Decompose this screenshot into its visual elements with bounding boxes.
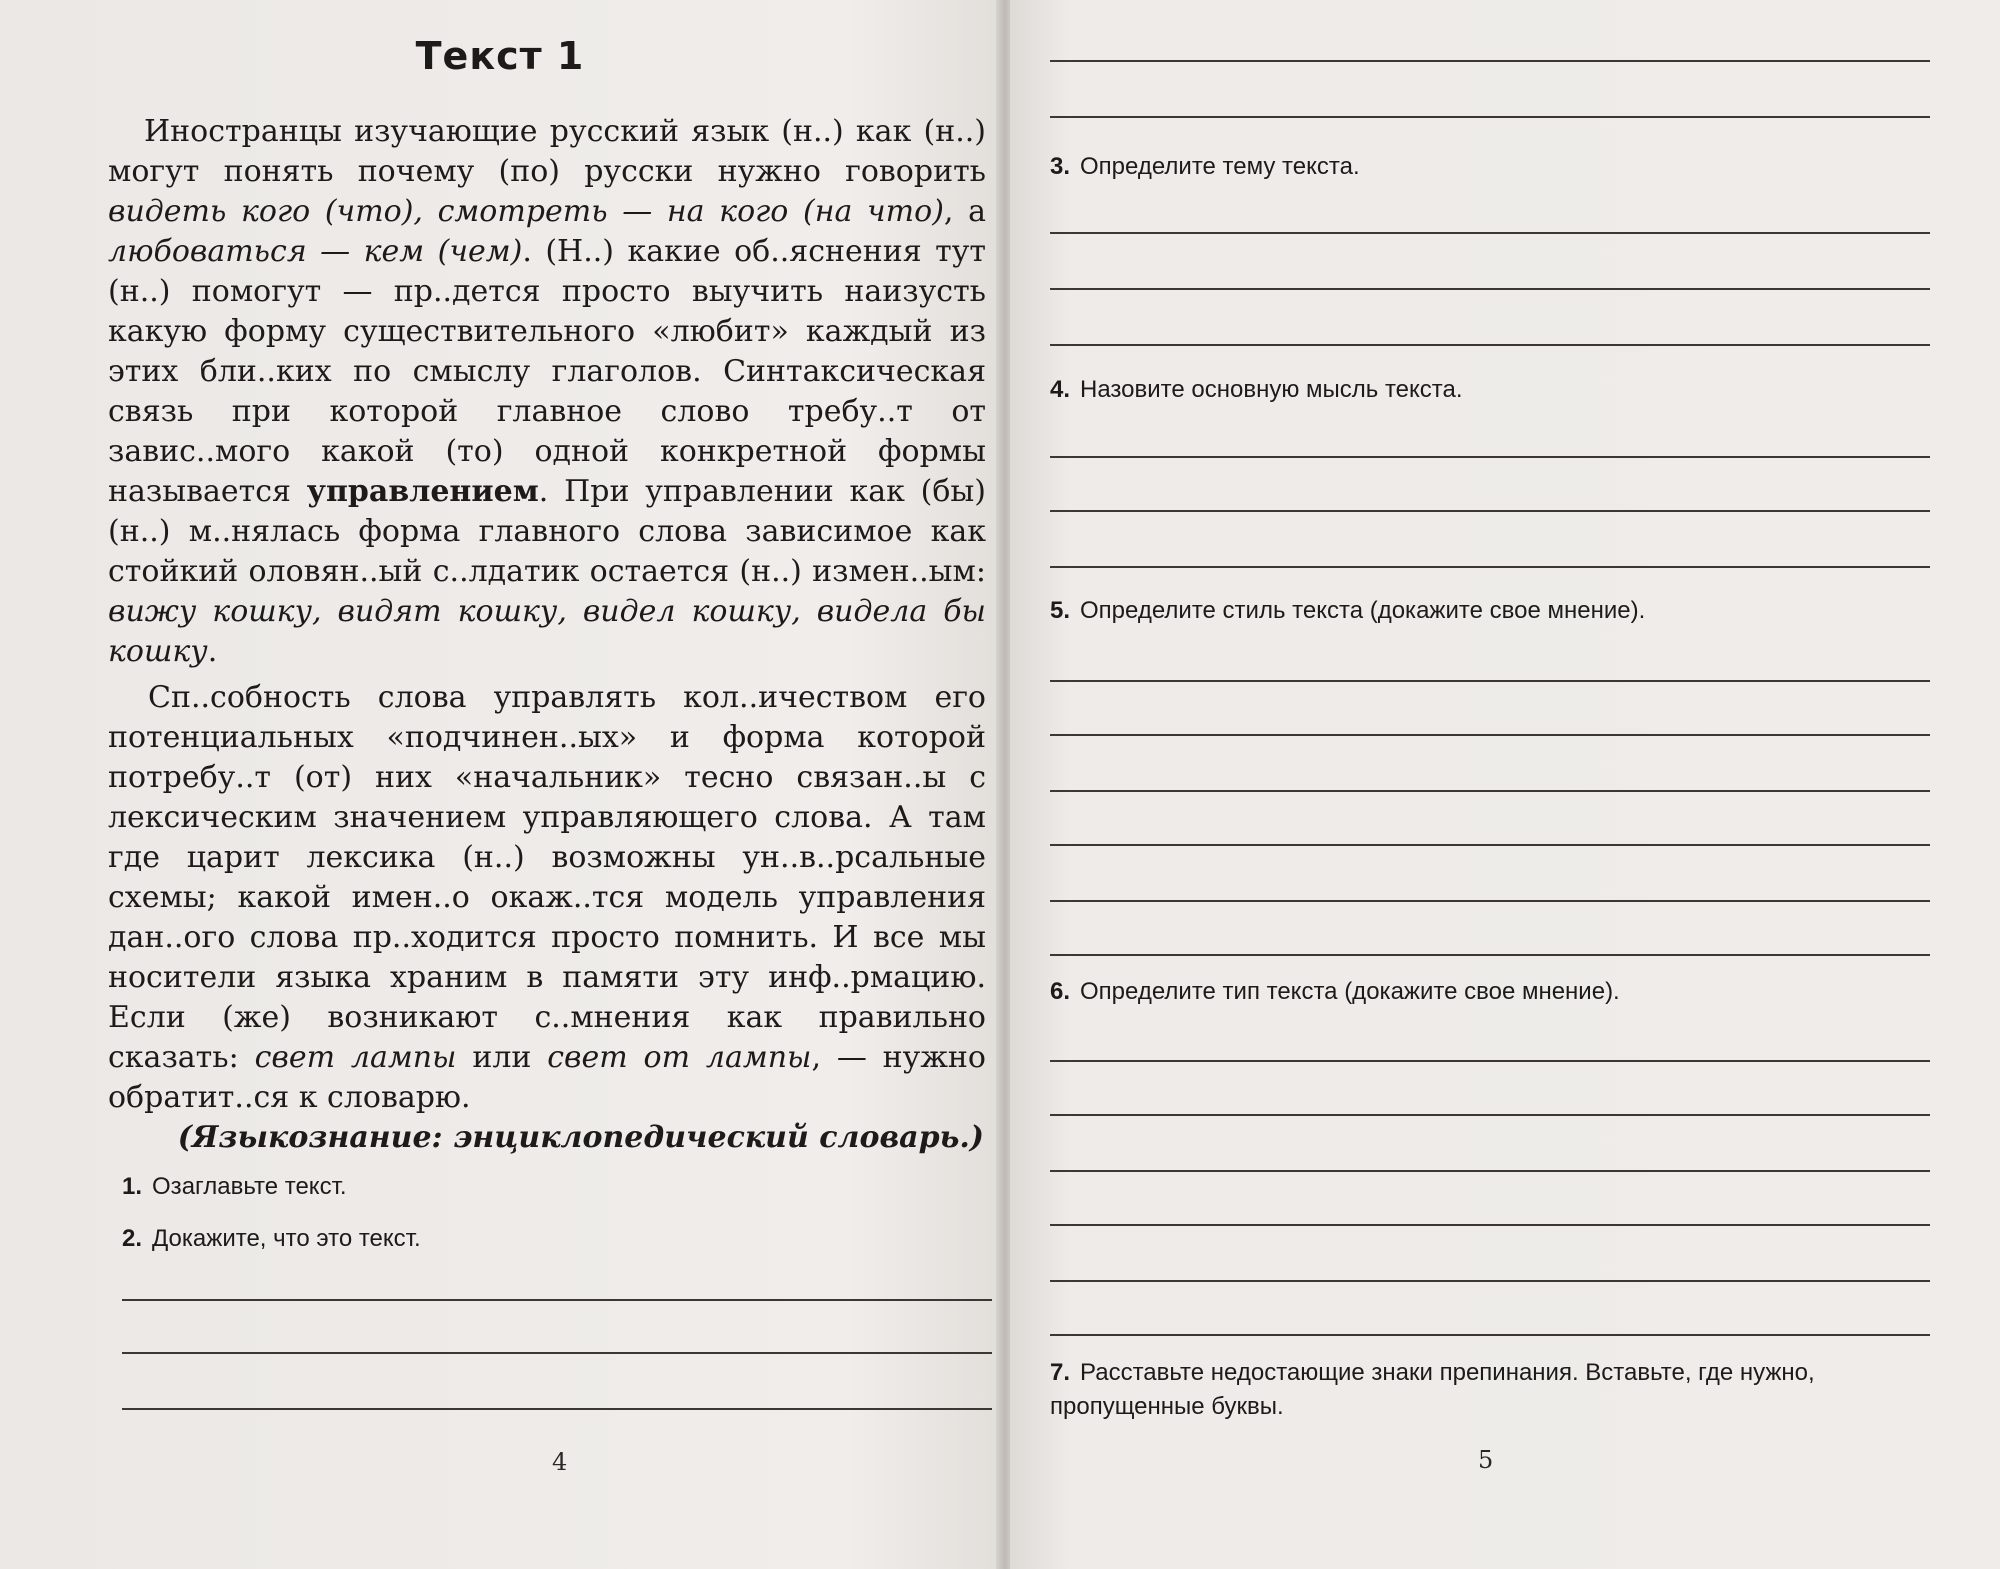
question-3 — [1050, 150, 1360, 184]
question-3-number: 3. — [1050, 153, 1071, 180]
answer-line[interactable] — [1050, 1114, 1930, 1116]
question-7 — [1050, 1356, 1930, 1424]
text-title: Текст 1 — [415, 34, 585, 78]
italic-example: свет лампы — [254, 1040, 457, 1075]
question-4-number: 4. — [1050, 376, 1071, 403]
question-2-number: 2. — [122, 1225, 143, 1252]
question-1-text: Озаглавьте текст. — [152, 1173, 347, 1200]
answer-line[interactable] — [1050, 680, 1930, 682]
page-number: 4 — [552, 1448, 568, 1476]
italic-example: вижу кошку, видят кошку, видел кошку, видела бы кошку — [108, 594, 986, 669]
answer-line[interactable] — [1050, 510, 1930, 512]
answer-line[interactable] — [1050, 60, 1930, 62]
answer-line[interactable] — [1050, 1224, 1930, 1226]
question-2-text: Докажите, что это текст. — [152, 1225, 421, 1252]
answer-line[interactable] — [1050, 1170, 1930, 1172]
text-segment: Иностранцы изучающие русский язык (н..) как (н..) могут понять почему (по) русски нужно говорить — [108, 114, 986, 189]
paragraph-2 — [108, 678, 986, 1118]
italic-example: свет от лампы — [547, 1040, 812, 1075]
question-1-number: 1. — [122, 1173, 143, 1200]
italic-example: любоваться — кем (чем) — [108, 234, 523, 269]
text-source: (Языкознание: энциклопедический словарь.) — [177, 1120, 984, 1155]
answer-line[interactable] — [1050, 288, 1930, 290]
answer-line[interactable] — [1050, 1334, 1930, 1336]
text-segment: , а — [943, 194, 986, 229]
text-segment: Сп..собность слова управлять кол..ичеством его потенциальных «подчинен..ых» и форма которой потребу..т (от) них «начальник» тесно связан..ы с лексическим значением управляющего слова. А там где царит лексика (н..) возможны ун..в..рсальные схемы; какой имен..о окаж..тся модель управления дан..ого слова пр..ходится просто помнить. И все мы носители языка храним в памяти эту инф..рмацию. Если (же) возникают с..мнения как правильно сказать: — [108, 680, 986, 1075]
answer-line[interactable] — [1050, 566, 1930, 568]
answer-line[interactable] — [122, 1352, 992, 1354]
question-1 — [122, 1170, 347, 1204]
answer-line[interactable] — [122, 1408, 992, 1410]
answer-line[interactable] — [1050, 790, 1930, 792]
answer-line[interactable] — [1050, 232, 1930, 234]
answer-line[interactable] — [1050, 456, 1930, 458]
question-3-text: Определите тему текста. — [1080, 153, 1360, 180]
text-segment: , — нужно обратит..ся к словарю. — [108, 1040, 986, 1115]
question-7-text: Расставьте недостающие знаки препинания. Вставьте, где нужно, пропущенные буквы. — [1050, 1359, 1815, 1420]
paragraph-1 — [108, 112, 986, 672]
answer-line[interactable] — [1050, 734, 1930, 736]
answer-line[interactable] — [1050, 1280, 1930, 1282]
main-text — [108, 112, 986, 1158]
question-6-number: 6. — [1050, 978, 1071, 1005]
question-4-text: Назовите основную мысль текста. — [1080, 376, 1463, 403]
bold-term: управлением — [306, 474, 539, 509]
answer-line[interactable] — [1050, 844, 1930, 846]
answer-line[interactable] — [1050, 344, 1930, 346]
question-2 — [122, 1222, 421, 1256]
page-number: 5 — [1478, 1446, 1494, 1474]
answer-line[interactable] — [1050, 954, 1930, 956]
text-segment: . — [207, 634, 218, 669]
italic-example: видеть кого (что), смотреть — на кого (на что) — [108, 194, 944, 229]
text-segment: . (Н..) какие об..яснения тут (н..) помогут — пр..дется просто выучить наизусть какую форму существительного «любит» каждый из этих бли..ких по смыслу глаголов. Синтаксическая связь при которой главное слово требу..т от завис..мого какой (то) одной конкретной формы называется — [108, 234, 986, 509]
question-4 — [1050, 373, 1463, 407]
question-6 — [1050, 975, 1620, 1009]
answer-line[interactable] — [1050, 116, 1930, 118]
text-segment: . При управлении как (бы) (н..) м..нялась форма главного слова зависимое как стойкий оловян..ый с..лдатик остается (н..) измен..ым: — [108, 474, 986, 589]
question-6-text: Определите тип текста (докажите свое мнение). — [1080, 978, 1620, 1005]
answer-line[interactable] — [122, 1299, 992, 1301]
question-5-number: 5. — [1050, 597, 1071, 624]
question-5 — [1050, 594, 1645, 628]
question-7-number: 7. — [1050, 1359, 1071, 1386]
right-page — [1010, 0, 2000, 1569]
text-segment: или — [456, 1040, 548, 1075]
answer-line[interactable] — [1050, 900, 1930, 902]
answer-line[interactable] — [1050, 1060, 1930, 1062]
question-5-text: Определите стиль текста (докажите свое мнение). — [1080, 597, 1646, 624]
